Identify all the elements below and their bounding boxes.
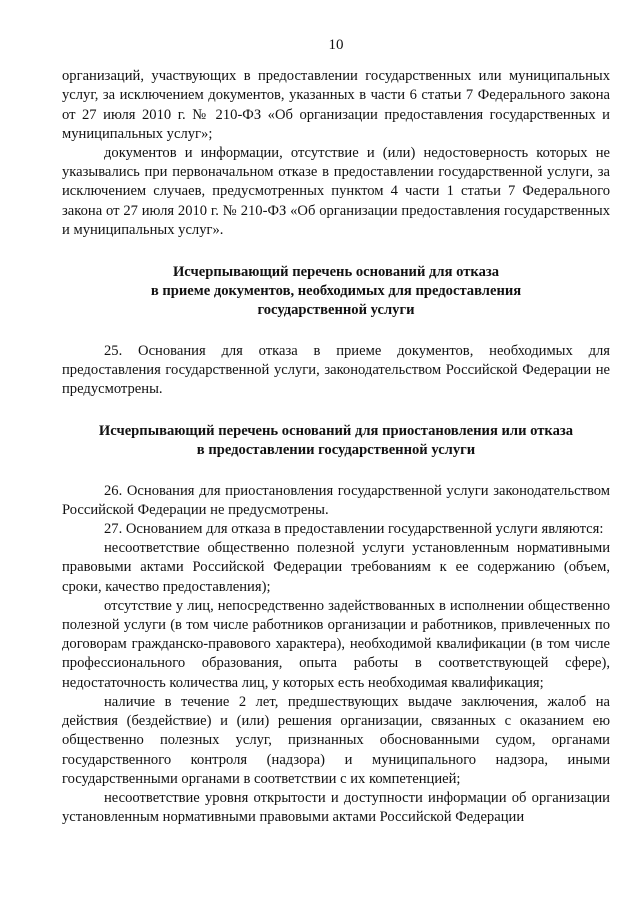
section-heading-refusal-acceptance <box>62 263 610 321</box>
list-item-qualification: отсутствие у лиц, непосредственно задействованных в исполнении общественно полезной услуги (в том числе работников организации и работников, привлеченных по договорам гражданско-правового характера), необходимой квалификации (в том числе профессионального образования, опыта работы в соответствующей сфере), недостаточность количества лиц, у которых есть необходимая квалификация; <box>62 597 610 691</box>
paragraph-27: 27. Основанием для отказа в предоставлении государственной услуги являются: <box>104 521 604 538</box>
section-heading-suspension-refusal <box>62 422 610 460</box>
heading-line: в приеме документов, необходимых для предоставления <box>150 283 522 300</box>
paragraph-documents-info: документов и информации, отсутствие и (или) недостоверность которых не указывались при первоначальном отказе в предоставлении государственной услуги, за исключением случаев, предусмотренных пунктом 4 части 1 статьи 7 Федерального закона от 27 июля 2010 г. № 210-ФЗ «Об организации предоставления государственных и муниципальных услуг». <box>62 145 610 238</box>
heading-line: Исчерпывающий перечень оснований для отказа <box>172 264 500 281</box>
heading-line: в предоставлении государственной услуги <box>196 442 476 459</box>
page-number: 10 <box>328 37 344 53</box>
paragraph-continuation: организаций, участвующих в предоставлении государственных или муниципальных услуг, за исключением документов, указанных в части 6 статьи 7 Федерального закона от 27 июля 2010 г. № 210-ФЗ «Об организации предоставления государственных и муниципальных услуг»; <box>62 68 610 142</box>
heading-line: Исчерпывающий перечень оснований для приостановления или отказа <box>98 423 574 440</box>
paragraph-25: 25. Основания для отказа в приеме документов, необходимых для предоставления государственной услуги, законодательством Российской Федерации не предусмотрены. <box>62 342 610 398</box>
list-item-nonconformity: несоответствие общественно полезной услуги установленным нормативными правовыми актами Российской Федерации требованиям к ее содержанию (объем, сроки, качество предоставления); <box>62 540 610 595</box>
paragraph-26: 26. Основания для приостановления государственной услуги законодательством Российской Федерации не предусмотрены. <box>62 482 610 518</box>
heading-line: государственной услуги <box>257 302 415 319</box>
list-item-complaints: наличие в течение 2 лет, предшествующих выдаче заключения, жалоб на действия (бездействие) и (или) решения организации, связанных с оказанием ею общественно полезных услуг, признанных обоснованными судом, органами государственного контроля (надзора) и муниципального надзора, иными государственными органами в соответствии с их компетенцией; <box>62 693 610 787</box>
list-item-openness: несоответствие уровня открытости и доступности информации об организации установленным нормативными правовыми актами Российской Федерации <box>62 789 610 826</box>
